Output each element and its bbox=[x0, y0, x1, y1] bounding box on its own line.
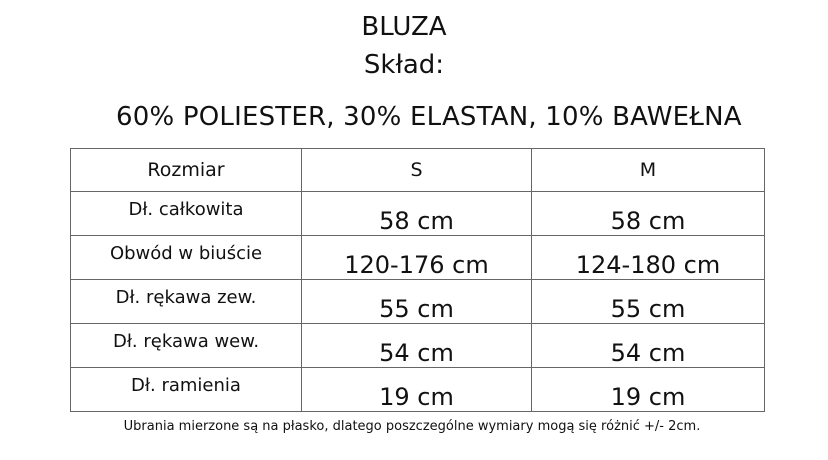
row-label: Dł. ramienia bbox=[71, 368, 302, 412]
size-table bbox=[70, 148, 765, 412]
value-m: 124-180 cm bbox=[532, 236, 765, 280]
column-header-size: Rozmiar bbox=[71, 149, 302, 192]
value-s: 55 cm bbox=[302, 280, 532, 324]
table-row bbox=[71, 280, 765, 324]
row-label: Dł. całkowita bbox=[71, 192, 302, 236]
composition-label: Skład: bbox=[363, 50, 445, 80]
value-m: 55 cm bbox=[532, 280, 765, 324]
table-row bbox=[71, 324, 765, 368]
value-m: 19 cm bbox=[532, 368, 765, 412]
table-header-row bbox=[71, 149, 765, 192]
value-s: 54 cm bbox=[302, 324, 532, 368]
row-label: Dł. rękawa zew. bbox=[71, 280, 302, 324]
composition-text: 60% POLIESTER, 30% ELASTAN, 10% BAWEŁNA bbox=[116, 102, 742, 132]
value-m: 54 cm bbox=[532, 324, 765, 368]
column-header-m: M bbox=[532, 149, 765, 192]
value-s: 120-176 cm bbox=[302, 236, 532, 280]
table-row bbox=[71, 192, 765, 236]
row-label: Dł. rękawa wew. bbox=[71, 324, 302, 368]
table-row bbox=[71, 236, 765, 280]
column-header-s: S bbox=[302, 149, 532, 192]
value-s: 58 cm bbox=[302, 192, 532, 236]
value-s: 19 cm bbox=[302, 368, 532, 412]
product-title: BLUZA bbox=[361, 12, 447, 42]
row-label: Obwód w biuście bbox=[71, 236, 302, 280]
measurement-note: Ubrania mierzone są na płasko, dlatego poszczególne wymiary mogą się różnić +/- 2cm. bbox=[123, 419, 701, 434]
table-row bbox=[71, 368, 765, 412]
value-m: 58 cm bbox=[532, 192, 765, 236]
